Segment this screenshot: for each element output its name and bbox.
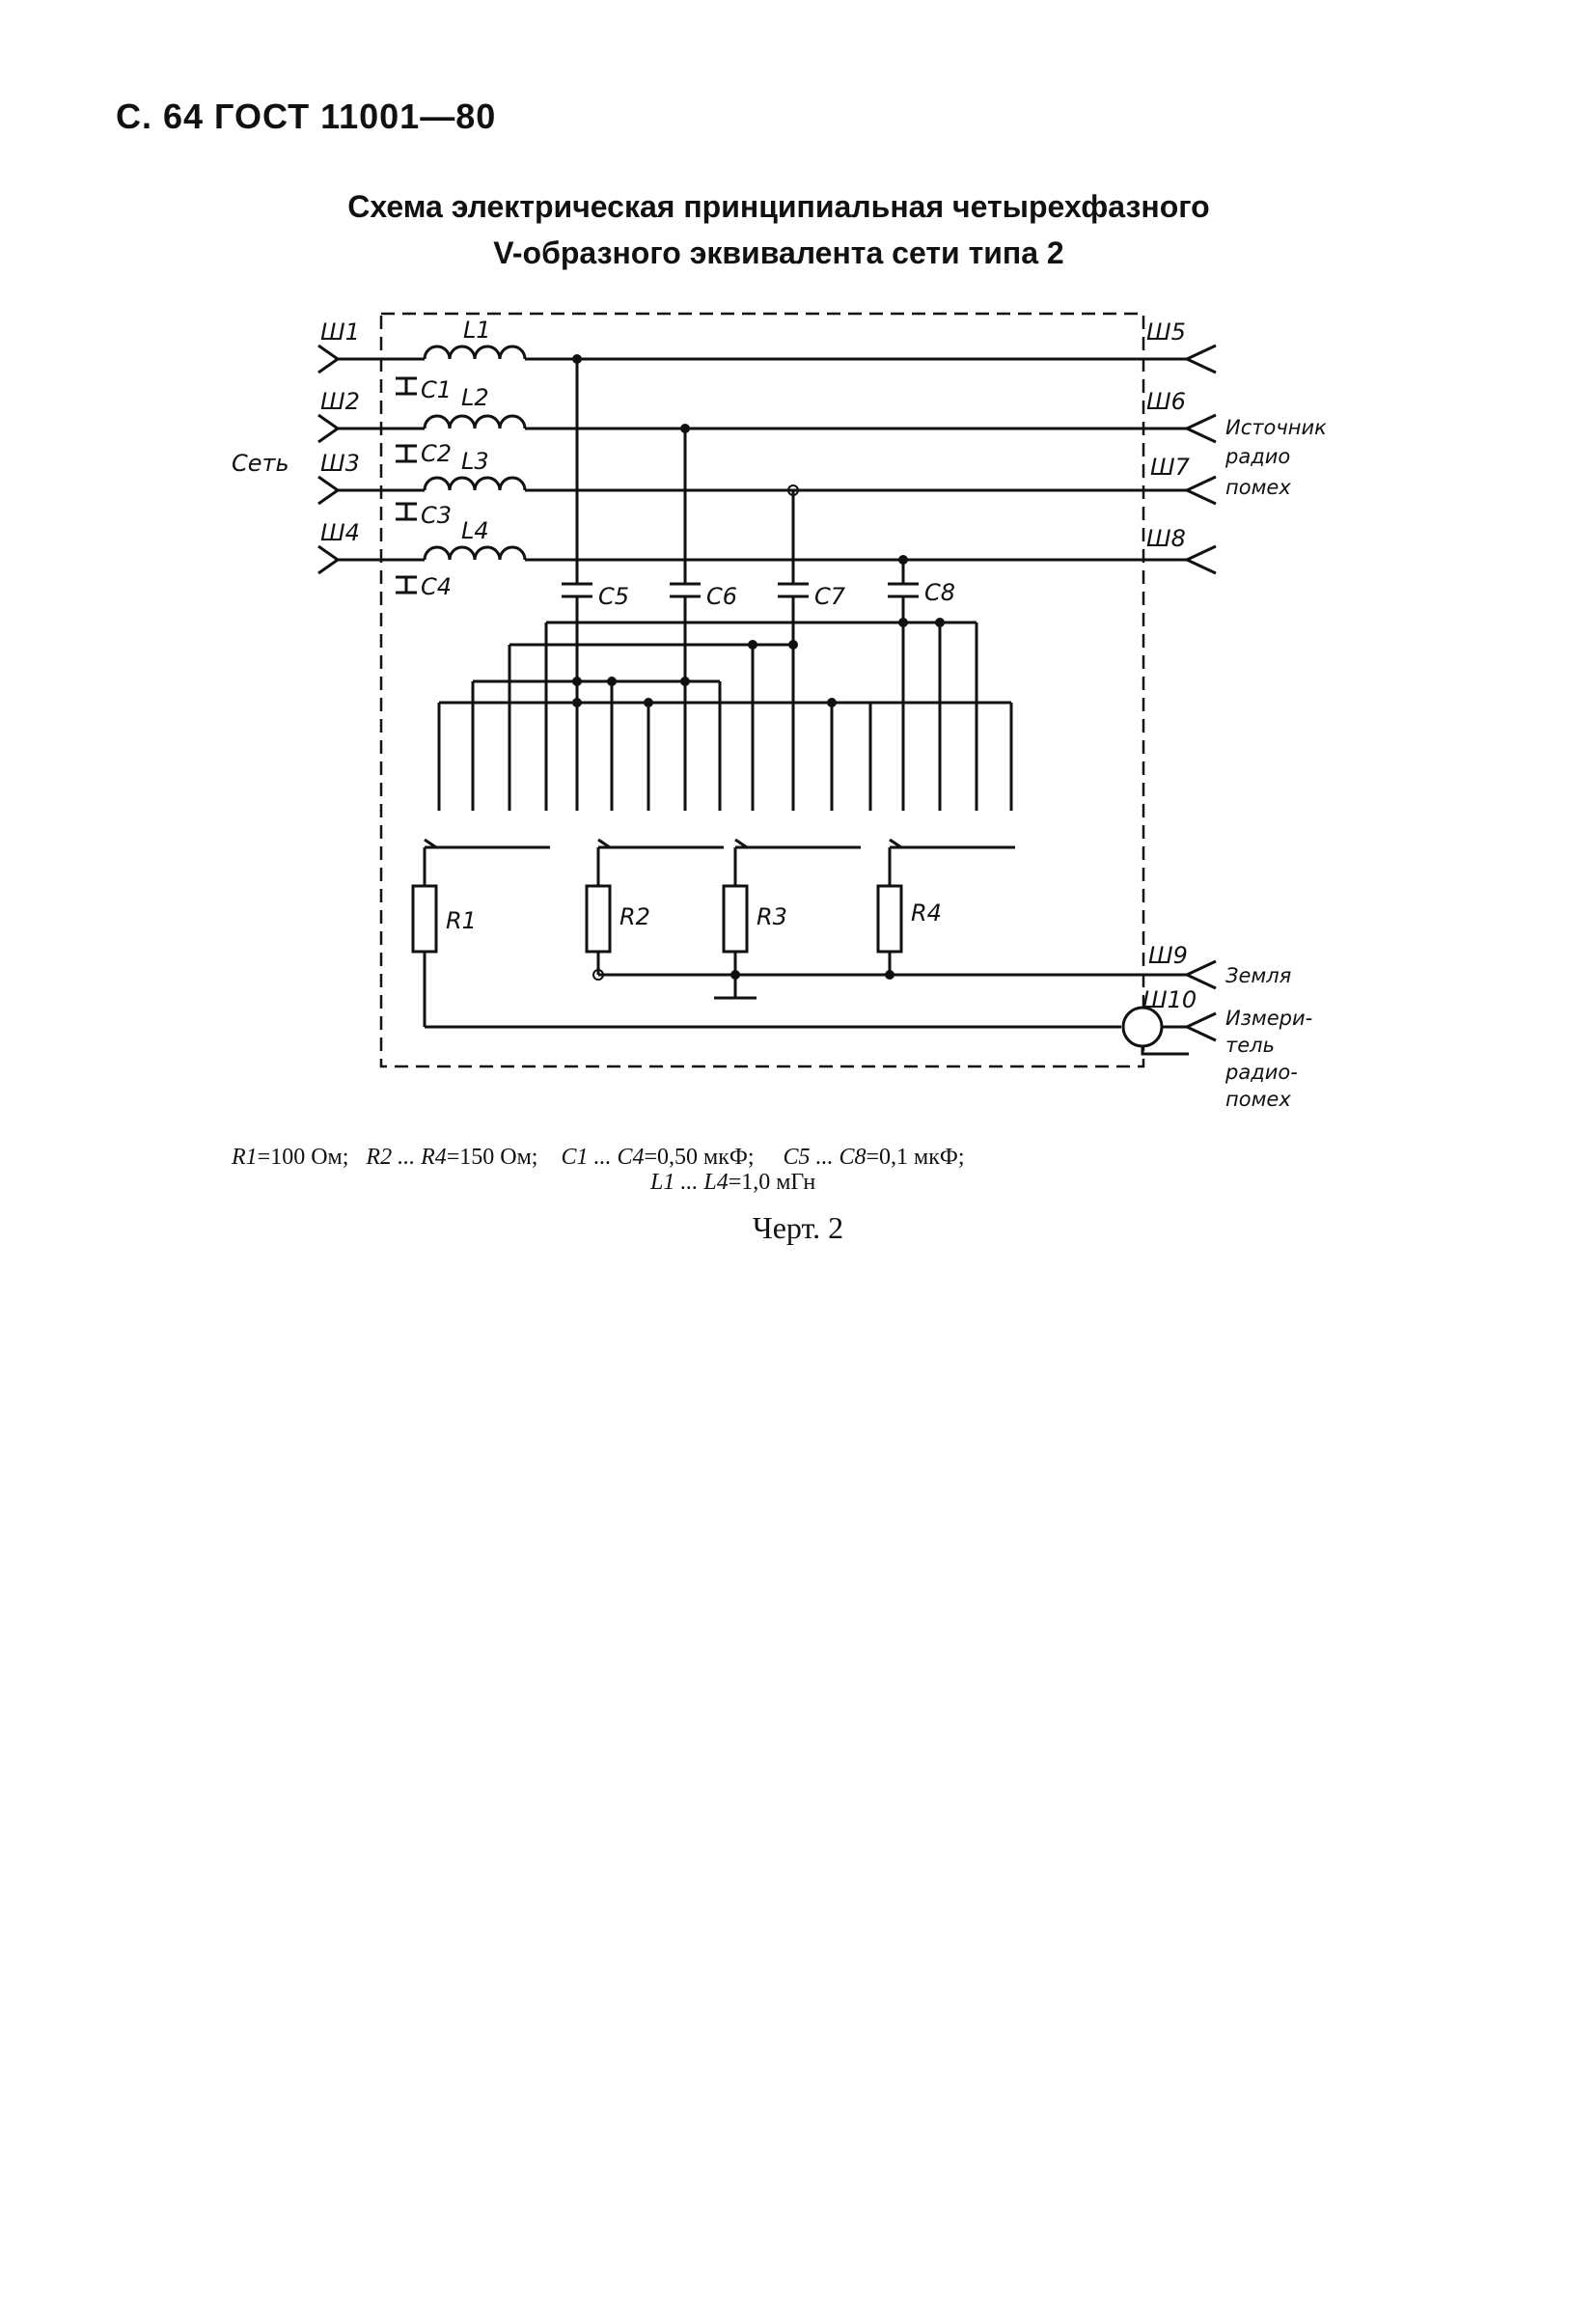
- caption-l14-val: =1,0 мГн: [728, 1170, 816, 1195]
- label-source-3: помех: [1225, 476, 1291, 499]
- label-C8: C8: [924, 579, 956, 606]
- label-sh6: Ш6: [1146, 388, 1186, 415]
- switch-matrix: [439, 596, 1011, 811]
- label-L1: L1: [463, 317, 491, 344]
- caption-l14: L1 ... L4: [650, 1170, 729, 1195]
- label-C2: C2: [421, 440, 453, 467]
- label-L4: L4: [461, 517, 489, 544]
- label-C1: C1: [421, 376, 453, 403]
- label-C4: C4: [421, 573, 453, 600]
- label-C3: C3: [421, 502, 453, 529]
- label-L3: L3: [461, 448, 489, 475]
- label-meter-4: помех: [1225, 1088, 1291, 1111]
- caption-c14-val: =0,50 мкФ;: [644, 1145, 755, 1170]
- caption-line1: [232, 1145, 965, 1171]
- label-C7: C7: [814, 583, 846, 610]
- label-sh7: Ш7: [1150, 454, 1190, 481]
- label-meter-2: тель: [1225, 1034, 1275, 1057]
- switch-blades: [425, 840, 1015, 886]
- enclosure-box: [381, 314, 1143, 1066]
- line-4: [318, 546, 1216, 573]
- diagram-title-line1: Схема электрическая принципиальная четырехфазного: [347, 189, 1210, 224]
- label-meter-3: радио-: [1225, 1061, 1298, 1084]
- cap-taps: [572, 354, 908, 584]
- resistors: [413, 886, 901, 952]
- caption-c58-val: =0,1 мкФ;: [866, 1145, 965, 1170]
- label-R1: R1: [446, 907, 477, 934]
- matrix-junctions: [572, 618, 945, 707]
- label-source-2: радио: [1225, 445, 1291, 468]
- label-sh5: Ш5: [1146, 318, 1186, 346]
- page-header: С. 64 ГОСТ 11001—80: [116, 97, 497, 136]
- circuit-schematic: [0, 0, 1596, 1158]
- line-1: [318, 346, 1216, 373]
- label-L2: L2: [461, 384, 489, 411]
- label-R4: R4: [911, 899, 942, 927]
- label-set: Сеть: [232, 450, 289, 477]
- label-sh9: Ш9: [1148, 942, 1188, 969]
- diagram-title-line2: V-образного эквивалента сети типа 2: [493, 235, 1064, 270]
- label-earth: Земля: [1225, 964, 1292, 987]
- label-C6: C6: [706, 583, 738, 610]
- label-source-1: Источник: [1225, 416, 1327, 439]
- label-sh4: Ш4: [320, 519, 360, 546]
- line-3: [318, 477, 1216, 504]
- label-meter-1: Измери-: [1225, 1007, 1313, 1030]
- caption-r24: R2 ... R4: [366, 1145, 447, 1170]
- caption-r24-val: =150 Ом;: [446, 1145, 538, 1170]
- caption-c58: C5 ... C8: [783, 1145, 867, 1170]
- caption-r1: R1: [232, 1145, 258, 1170]
- caption-line2: [650, 1170, 815, 1196]
- label-R2: R2: [619, 903, 650, 930]
- label-sh3: Ш3: [320, 450, 360, 477]
- figure-label: Черт. 2: [752, 1210, 844, 1245]
- label-R3: R3: [757, 903, 787, 930]
- label-C5: C5: [598, 583, 630, 610]
- caption-r1-val: =100 Ом;: [257, 1145, 349, 1170]
- caption-c14: C1 ... C4: [561, 1145, 645, 1170]
- label-sh2: Ш2: [320, 388, 360, 415]
- line-2: [318, 415, 1216, 442]
- label-sh1: Ш1: [320, 318, 360, 346]
- ground-and-meter-buses: [425, 952, 1216, 1054]
- label-sh10: Ш10: [1142, 986, 1197, 1013]
- label-sh8: Ш8: [1146, 525, 1186, 552]
